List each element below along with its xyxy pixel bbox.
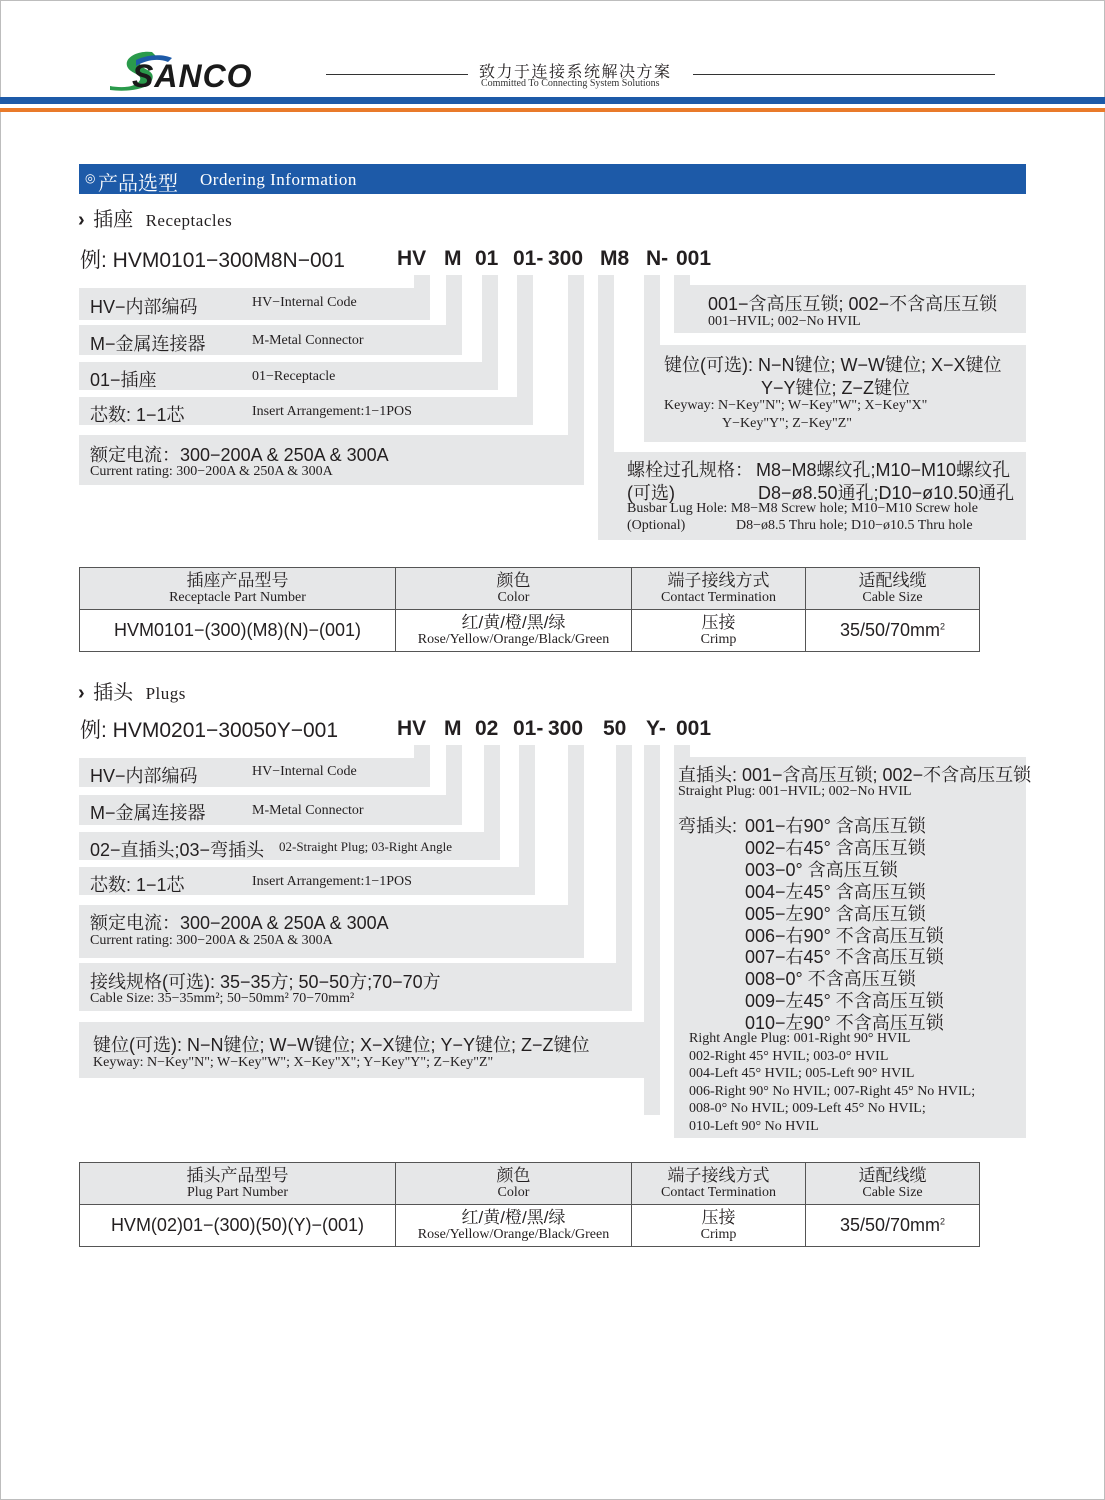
spec-row bbox=[79, 867, 535, 895]
hvil-box bbox=[674, 285, 1026, 333]
spec-row bbox=[79, 362, 498, 390]
spec-label-en: 01−Receptacle bbox=[252, 369, 336, 384]
current-rating-zh: 额定电流：300−200A & 250A & 300A bbox=[90, 913, 389, 933]
spec-row bbox=[79, 832, 500, 860]
hvil-zh: 001−含高压互锁; 002−不含高压互锁 bbox=[708, 294, 998, 314]
right-angle-en-list bbox=[688, 1031, 1024, 1135]
keyway-en-2: Y−Key"Y"; Z−Key"Z" bbox=[722, 416, 853, 431]
slogan-zh: 致力于连接系统解决方案 bbox=[479, 64, 672, 81]
spec-label-zh: 02−直插头;03−弯插头 bbox=[90, 840, 265, 860]
color-zh: 红/黄/橙/黑/绿 bbox=[461, 613, 566, 632]
spec-label-en: Insert Arrangement:1−1POS bbox=[252, 404, 412, 419]
right-angle-label: 弯插头: bbox=[678, 816, 738, 836]
cable-spec-zh: 接线规格(可选): 35−35方; 50−50方;70−70方 bbox=[90, 972, 441, 992]
right-angle-option-en: 004-Left 45° HVIL; 005-Left 90° HVIL bbox=[689, 1066, 915, 1082]
cable-cell bbox=[806, 1205, 980, 1247]
straight-plug-zh: 直插头: 001−含高压互锁; 002−不含高压互锁 bbox=[678, 765, 1032, 785]
right-angle-option: 005−左90° 含高压互锁 bbox=[745, 903, 926, 924]
table-header-row bbox=[80, 568, 980, 610]
header-en: Receptacle Part Number bbox=[169, 590, 306, 605]
connector-strip bbox=[674, 745, 690, 757]
spec-row bbox=[79, 905, 584, 958]
logo bbox=[108, 46, 283, 92]
code-001: 001 bbox=[676, 247, 712, 270]
keyway-en-1: Keyway: N−Key"N"; W−Key"W"; X−Key"X" bbox=[664, 398, 928, 413]
spec-label-zh: 芯数: 1−1芯 bbox=[90, 405, 185, 425]
chevron-right-icon: › bbox=[78, 209, 85, 231]
busbar-box bbox=[598, 452, 1026, 540]
header-zh: 端子接线方式 bbox=[667, 571, 770, 590]
header-cell bbox=[80, 1163, 396, 1205]
busbar-en-1: Busbar Lug Hole: M8−M8 Screw hole; M10−M10 Screw hole bbox=[627, 501, 978, 516]
right-angle-option: 001−右90° 含高压互锁 bbox=[745, 816, 926, 836]
cable-size-sup: 2 bbox=[940, 621, 946, 632]
table-header-row bbox=[80, 1163, 980, 1205]
header-en: Plug Part Number bbox=[186, 1185, 289, 1200]
spec-label-zh: HV−内部编码 bbox=[90, 766, 198, 786]
right-angle-option-en: 008-0° No HVIL; 009-Left 45° No HVIL; bbox=[689, 1101, 926, 1117]
section-title-zh: 产品选型 bbox=[98, 173, 178, 195]
code-m: M bbox=[444, 247, 462, 270]
spec-row bbox=[79, 1022, 660, 1078]
busbar-zh-1a: 螺栓过孔规格： bbox=[627, 460, 753, 480]
color-en: Rose/Yellow/Orange/Black/Green bbox=[417, 1227, 610, 1242]
busbar-en-2a: (Optional) bbox=[627, 518, 686, 533]
busbar-zh-1b: M8−M8螺纹孔;M10−M10螺纹孔 bbox=[756, 460, 1011, 480]
code-n: N- bbox=[646, 247, 669, 270]
right-angle-option: 003−0° 含高压互锁 bbox=[745, 859, 898, 880]
spec-label-en: HV−Internal Code bbox=[252, 764, 357, 779]
code-01a: 01 bbox=[475, 247, 499, 270]
code-hv: HV bbox=[397, 717, 427, 740]
color-cell bbox=[396, 1205, 632, 1247]
spec-row bbox=[79, 325, 462, 355]
keyway-zh: 键位(可选): N−N键位; W−W键位; X−X键位; Y−Y键位; Z−Z键位 bbox=[93, 1035, 590, 1055]
keyway-en: Keyway: N−Key"N"; W−Key"W"; X−Key"X"; Y−Key"Y"; Z−Key"Z" bbox=[93, 1055, 494, 1070]
busbar-zh-2a: (可选) bbox=[627, 483, 675, 503]
keyway-zh-2: Y−Y键位; Z−Z键位 bbox=[761, 378, 911, 398]
header-band-blue bbox=[0, 97, 1105, 104]
header-en: Contact Termination bbox=[660, 590, 776, 605]
code-hv: HV bbox=[397, 247, 427, 270]
section-title-en: Ordering Information bbox=[200, 170, 357, 189]
plug-example: 例: HVM0201−30050Y−001 bbox=[80, 719, 339, 742]
cable-size: 35/50/70mm bbox=[839, 620, 941, 640]
right-angle-option: 007−右45° 不含高压互锁 bbox=[745, 947, 944, 968]
part-number-cell bbox=[80, 1205, 396, 1247]
current-rating-zh: 额定电流：300−200A & 250A & 300A bbox=[90, 445, 389, 465]
right-angle-option: 010−左90° 不含高压互锁 bbox=[745, 1013, 944, 1034]
spec-row bbox=[79, 758, 430, 787]
header-zh: 适配线缆 bbox=[858, 571, 927, 590]
cable-size: 35/50/70mm bbox=[839, 1215, 941, 1235]
header-cell bbox=[632, 1163, 806, 1205]
connector-strip bbox=[598, 275, 614, 452]
header-zh: 适配线缆 bbox=[858, 1166, 927, 1185]
header-cell bbox=[632, 568, 806, 610]
connector-strip bbox=[674, 275, 690, 285]
header-cell bbox=[396, 568, 632, 610]
header-en: Cable Size bbox=[862, 1185, 923, 1200]
spec-label-zh: M−金属连接器 bbox=[90, 334, 206, 354]
color-zh: 红/黄/橙/黑/绿 bbox=[461, 1208, 566, 1227]
header-en: Color bbox=[497, 1185, 530, 1200]
right-angle-option-en: 006-Right 90° No HVIL; 007-Right 45° No HVIL; bbox=[689, 1083, 976, 1099]
termination-zh: 压接 bbox=[701, 613, 736, 632]
receptacle-heading-zh: 插座 bbox=[93, 209, 134, 231]
plug-options-box bbox=[674, 757, 1032, 1138]
color-en: Rose/Yellow/Orange/Black/Green bbox=[417, 632, 610, 647]
current-rating-en: Current rating: 300−200A & 250A & 300A bbox=[90, 464, 333, 479]
header-cell bbox=[80, 568, 396, 610]
slogan-en: Committed To Connecting System Solutions bbox=[481, 78, 660, 89]
section-title-bar bbox=[79, 164, 1026, 194]
right-angle-option: 004−左45° 含高压互锁 bbox=[745, 881, 926, 902]
termination-en: Crimp bbox=[700, 632, 737, 647]
spec-row bbox=[79, 288, 430, 320]
code-300: 300 bbox=[548, 247, 584, 270]
receptacle-example: 例: HVM0101−300M8N−001 bbox=[80, 249, 345, 272]
spec-label-en: 02-Straight Plug; 03-Right Angle bbox=[279, 839, 452, 854]
code-50: 50 bbox=[603, 717, 627, 740]
spec-row bbox=[79, 397, 533, 425]
right-angle-option-en: 010-Left 90° No HVIL bbox=[689, 1119, 819, 1134]
spec-label-zh: M−金属连接器 bbox=[90, 803, 206, 823]
spec-label-en: Insert Arrangement:1−1POS bbox=[252, 874, 412, 889]
current-rating-en: Current rating: 300−200A & 250A & 300A bbox=[90, 933, 333, 948]
header-cell bbox=[806, 1163, 980, 1205]
header-line-right bbox=[693, 74, 995, 75]
right-angle-option: 009−左45° 不含高压互锁 bbox=[745, 991, 944, 1012]
chevron-right-icon: › bbox=[78, 682, 85, 704]
right-angle-option: 006−右90° 不含高压互锁 bbox=[745, 925, 944, 946]
header-band-orange bbox=[0, 108, 1105, 112]
header-en: Color bbox=[497, 590, 530, 605]
spec-label-en: M-Metal Connector bbox=[252, 803, 364, 818]
header-cell bbox=[806, 568, 980, 610]
right-angle-option: 008−0° 不含高压互锁 bbox=[745, 969, 916, 990]
termination-cell bbox=[632, 610, 806, 652]
termination-zh: 压接 bbox=[701, 1208, 736, 1227]
color-cell bbox=[396, 610, 632, 652]
code-m8: M8 bbox=[600, 247, 630, 270]
plug-heading-zh: 插头 bbox=[93, 682, 134, 704]
termination-cell bbox=[632, 1205, 806, 1247]
header-zh: 插座产品型号 bbox=[186, 571, 289, 590]
receptacle-heading bbox=[78, 203, 232, 232]
table-row bbox=[80, 610, 980, 652]
right-angle-option: 002−右45° 含高压互锁 bbox=[745, 837, 926, 858]
header-zh: 插头产品型号 bbox=[186, 1166, 289, 1185]
header-cell bbox=[396, 1163, 632, 1205]
code-02: 02 bbox=[475, 717, 499, 740]
header-line-left bbox=[326, 74, 468, 75]
part-number-cell bbox=[80, 610, 396, 652]
header-zh: 颜色 bbox=[496, 1166, 531, 1185]
code-m: M bbox=[444, 717, 462, 740]
code-001: 001 bbox=[676, 717, 712, 740]
termination-en: Crimp bbox=[700, 1227, 737, 1242]
busbar-zh-2b: D8−ø8.50通孔;D10−ø10.50通孔 bbox=[758, 483, 1015, 503]
plug-heading-en: Plugs bbox=[145, 684, 186, 703]
spec-row bbox=[79, 963, 632, 1011]
table-row bbox=[80, 1205, 980, 1247]
spec-row bbox=[79, 795, 462, 825]
right-angle-list bbox=[745, 812, 1015, 1034]
cable-size-sup: 2 bbox=[940, 1216, 946, 1227]
spec-label-zh: HV−内部编码 bbox=[90, 297, 198, 317]
spec-row bbox=[79, 435, 584, 485]
logo-text: SANCO bbox=[132, 58, 253, 94]
busbar-en-2b: D8−ø8.5 Thru hole; D10−ø10.5 Thru hole bbox=[736, 518, 973, 533]
right-angle-option-en: 002-Right 45° HVIL; 003-0° HVIL bbox=[689, 1048, 889, 1064]
receptacle-heading-en: Receptacles bbox=[145, 211, 233, 230]
keyway-box bbox=[644, 345, 1026, 442]
header-en: Contact Termination bbox=[660, 1185, 776, 1200]
spec-label-zh: 芯数: 1−1芯 bbox=[90, 875, 185, 895]
code-y: Y- bbox=[646, 717, 666, 740]
plug-heading bbox=[78, 676, 186, 705]
cable-cell bbox=[806, 610, 980, 652]
header-zh: 颜色 bbox=[496, 571, 531, 590]
target-icon: ◎ bbox=[85, 171, 96, 185]
part-number: HVM0101−(300)(M8)(N)−(001) bbox=[113, 620, 362, 640]
keyway-zh-1: 键位(可选): N−N键位; W−W键位; X−X键位 bbox=[664, 355, 1002, 375]
receptacle-table bbox=[79, 567, 980, 652]
header-zh: 端子接线方式 bbox=[667, 1166, 770, 1185]
hvil-en: 001−HVIL; 002−No HVIL bbox=[708, 314, 861, 329]
spec-label-zh: 01−插座 bbox=[90, 370, 157, 390]
code-01b: 01- bbox=[513, 247, 544, 270]
header-en: Cable Size bbox=[862, 590, 923, 605]
cable-spec-en: Cable Size: 35−35mm²; 50−50mm² 70−70mm² bbox=[90, 991, 355, 1006]
spec-label-en: M-Metal Connector bbox=[252, 333, 364, 348]
code-01: 01- bbox=[513, 717, 544, 740]
right-angle-option-en: Right Angle Plug: 001-Right 90° HVIL bbox=[689, 1031, 911, 1046]
spec-label-en: HV−Internal Code bbox=[252, 295, 357, 310]
plug-table bbox=[79, 1162, 980, 1247]
part-number: HVM(02)01−(300)(50)(Y)−(001) bbox=[110, 1215, 365, 1235]
code-300: 300 bbox=[548, 717, 584, 740]
straight-plug-en: Straight Plug: 001−HVIL; 002−No HVIL bbox=[678, 784, 912, 799]
